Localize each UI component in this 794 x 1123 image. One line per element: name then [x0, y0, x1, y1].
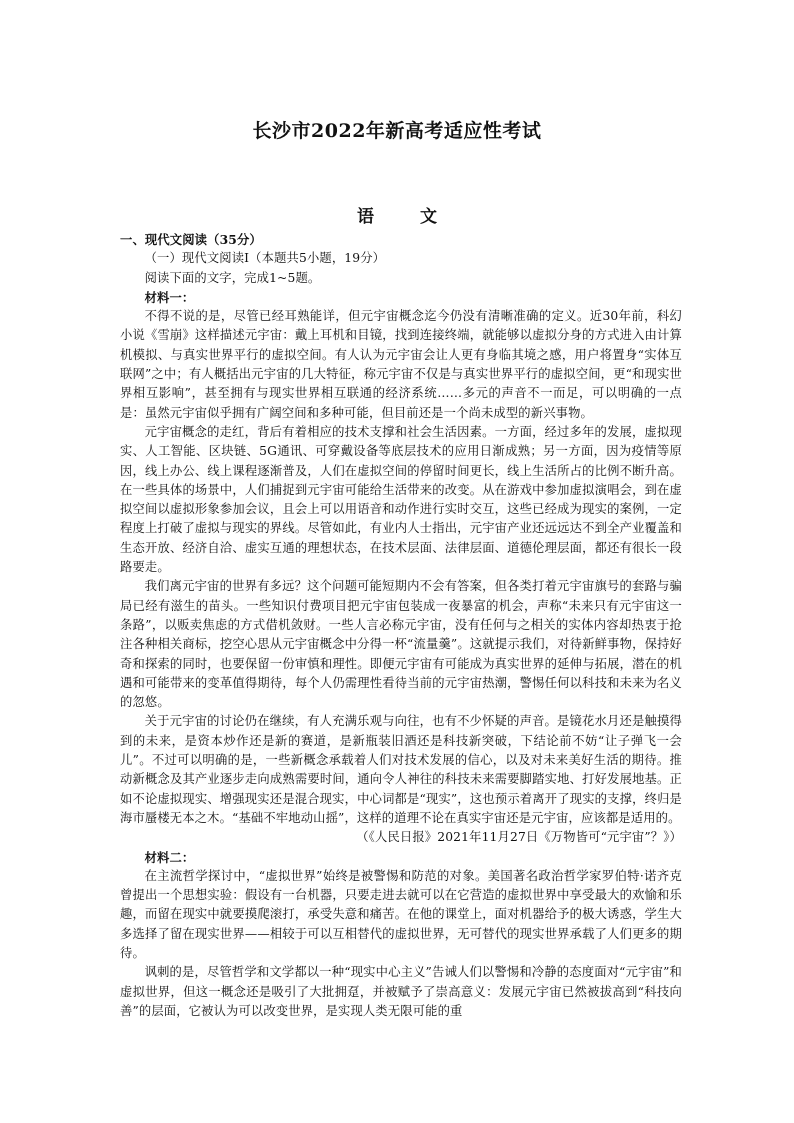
material-label: 材料二： [144, 849, 195, 865]
exam-title: 长沙市2022年新高考适应性考试 [252, 120, 542, 142]
exam-content [120, 230, 682, 1021]
source-citation: （《人民日报》2021年11月27日《万物皆可“元宇宙”？》） [356, 830, 682, 845]
subject-heading: 语 文 [357, 207, 457, 227]
subsection-heading: （一）现代文阅读Ⅰ（本题共5小题，19分） [144, 251, 386, 266]
paragraph: 我们离元宇宙的世界有多远？这个问题可能短期内不会有答案，但各类打着元宇宙旗号的套路与骗局已经有滋生的苗头。一些知识付费项目把元宇宙包装成一夜暴富的机会，声称“未来只有元宇宙这一条路”，以贩卖焦虑的方式借机敛财。一些人言必称元宇宙，没有任何与之相关的实体内容却热衷于抢注各种相关商标，挖空心思从元宇宙概念中分得一杯“流量羹”。这就提示我们，对待新鲜事物，保持好奇和探索的同时，也要保留一份审慎和理性。即便元宇宙有可能成为真实世界的延伸与拓展，潜在的机遇和可能带来的变革值得期待，每个人仍需理性看待当前的元宇宙热潮，警惕任何以科技和未来为名义的忽悠。 [120, 579, 682, 710]
paragraph: 元宇宙概念的走红，背后有着相应的技术支撑和社会生活因素。一方面，经过多年的发展，虚拟现实、人工智能、区块链、5G通讯、可穿戴设备等底层技术的应用日渐成熟；另一方面，因为疫情等原因，线上办公、线上课程逐渐普及，人们在虚拟空间的停留时间更长，线上生活所占的比例不断升高。在一些具体的场景中，人们捕捉到元宇宙可能给生活带来的改变。从在游戏中参加虚拟演唱会，到在虚拟空间以虚拟形象参加会议，且会上可以用语音和动作进行实时交互，这些已经成为现实的案例，一定程度上打破了虚拟与现实的界线。尽管如此，有业内人士指出，元宇宙产业还远远达不到全产业覆盖和生态开放、经济自洽、虚实互通的理想状态，在技术层面、法律层面、道德伦理层面，都还有很长一段路要走。 [120, 424, 682, 575]
paragraph: 关于元宇宙的讨论仍在继续，有人充满乐观与向往，也有不少怀疑的声音。是镜花水月还是触摸得到的未来，是资本炒作还是新的赛道，是新瓶装旧酒还是科技新突破，下结论前不妨“让子弹飞一会儿”。不过可以明确的是，一些新概念承载着人们对技术发展的信心，以及对未来美好生活的期待。推动新概念及其产业逐步走向成熟需要时间，通向令人神往的科技未来需要脚踏实地、打好发展地基。正如不论虚拟现实、增强现实还是混合现实，中心词都是“现实”，这也预示着离开了现实的支撑，终归是海市蜃楼无本之木。“基础不牢地动山摇”，这样的道理不论在真实宇宙还是元宇宙，应该都是适用的。 [120, 714, 682, 825]
paragraph: 不得不说的是，尽管已经耳熟能详，但元宇宙概念迄今仍没有清晰准确的定义。近30年前，科幻小说《雪崩》这样描述元宇宙：戴上耳机和目镜，找到连接终端，就能够以虚拟分身的方式进入由计算机模拟、与真实世界平行的虚拟空间。有人认为元宇宙会让人更有身临其境之感，用户将置身“实体互联网”之中；有人概括出元宇宙的几大特征，称元宇宙不仅是与真实世界平行的虚拟空间，更“和现实世界相互影响”，甚至拥有与现实世界相互联通的经济系统……多元的声音不一而足，可以明确的一点是：虽然元宇宙似乎拥有广阔空间和多种可能，但目前还是一个尚未成型的新兴事物。 [120, 309, 682, 420]
paragraph: 在主流哲学探讨中，“虚拟世界”始终是被警惕和防范的对象。美国著名政治哲学家罗伯特·诺齐克曾提出一个思想实验：假设有一台机器，只要走进去就可以在它营造的虚拟世界中享受最大的欢愉和乐趣，而留在现实中就要摸爬滚打，承受失意和痛苦。在他的课堂上，面对机器给予的极大诱惑，学生大多选择了留在现实世界——相较于可以互相替代的虚拟世界，无可替代的现实世界承载了人们更多的期待。 [120, 868, 682, 960]
instruction-text: 阅读下面的文字，完成1~5题。 [144, 270, 321, 285]
section-heading: 一、现代文阅读（35分） [120, 232, 262, 247]
material-label: 材料一： [144, 289, 195, 305]
paragraph: 讽刺的是，尽管哲学和文学都以一种“现实中心主义”告诫人们以警惕和冷静的态度面对“元宇宙”和虚拟世界，但这一概念还是吸引了大批拥趸，并被赋予了崇高意义：发展元宇宙已然被拔高到“科技向善”的层面，它被认为可以改变世界，是实现人类无限可能的重 [120, 965, 682, 1018]
